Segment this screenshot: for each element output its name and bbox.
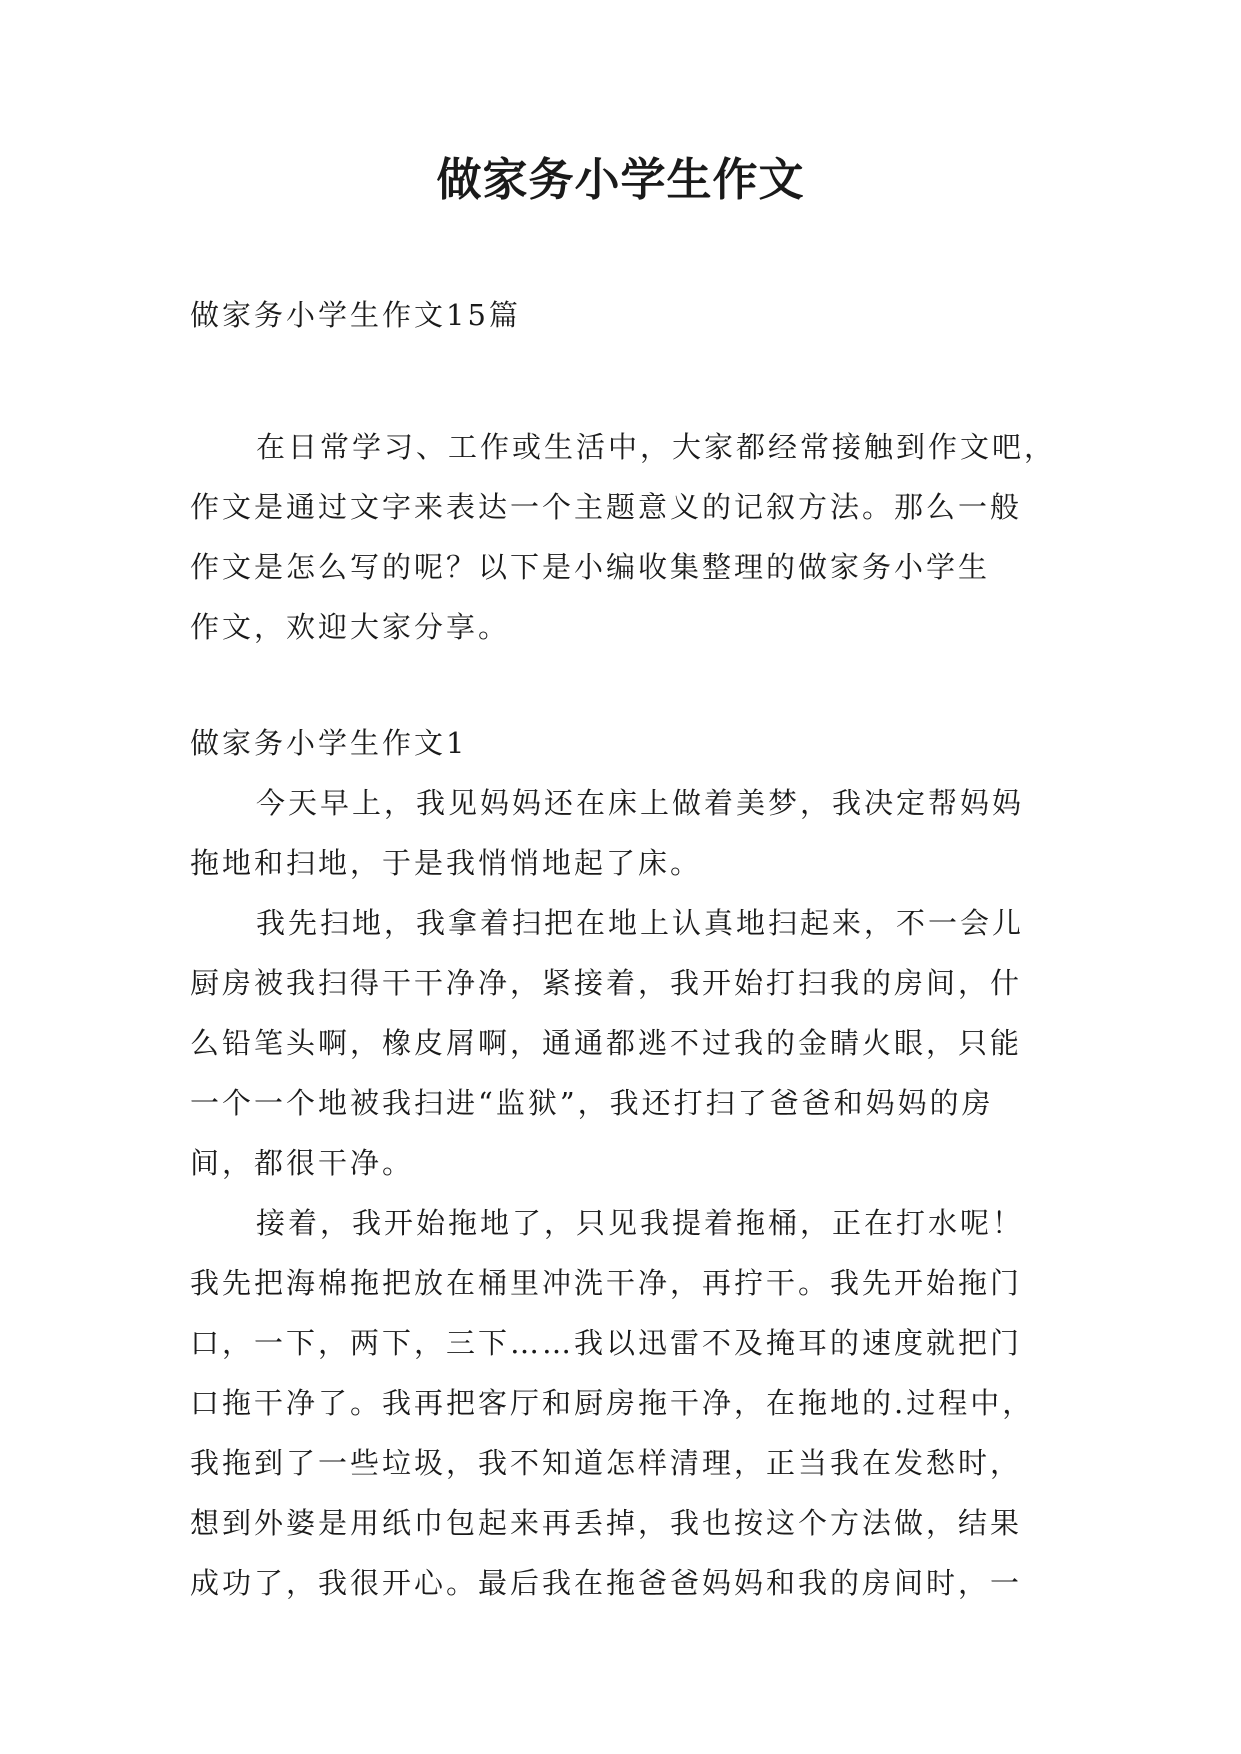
paragraph-line: 今天早上，我见妈妈还在床上做着美梦，我决定帮妈妈 [256,786,1025,820]
spacer [190,345,1055,417]
body-paragraph [190,773,1055,893]
intro-line: 作文是通过文字来表达一个主题意义的记叙方法。那么一般 [190,490,1023,524]
paragraph-line: 想到外婆是用纸巾包起来再丢掉，我也按这个方法做，结果 [190,1506,1023,1540]
document-title: 做家务小学生作文 [436,153,805,206]
spacer [190,657,1055,713]
paragraph-line: 我先扫地，我拿着扫把在地上认真地扫起来，不一会儿 [256,906,1025,940]
intro-line: 在日常学习、工作或生活中，大家都经常接触到作文吧， [256,430,1057,464]
paragraph-line: 厨房被我扫得干干净净，紧接着，我开始打扫我的房间，什 [190,966,1023,1000]
paragraph-line: 我先把海棉拖把放在桶里冲洗干净，再拧干。我先开始拖门 [190,1266,1023,1300]
document-subtitle: 做家务小学生作文15篇 [190,298,521,332]
intro-paragraph [190,417,1055,657]
paragraph-line: 么铅笔头啊，橡皮屑啊，通通都逃不过我的金睛火眼，只能 [190,1026,1023,1060]
intro-line: 作文，欢迎大家分享。 [190,610,511,644]
body-paragraph [190,893,1055,1193]
paragraph-line: 接着，我开始拖地了，只见我提着拖桶，正在打水呢！ [256,1206,1025,1240]
paragraph-line: 拖地和扫地，于是我悄悄地起了床。 [190,846,703,880]
paragraph-line: 一个一个地被我扫进“监狱”，我还打扫了爸爸和妈妈的房 [190,1086,994,1120]
paragraph-line: 口拖干净了。我再把客厅和厨房拖干净，在拖地的.过程中， [190,1386,1035,1420]
paragraph-line: 成功了，我很开心。最后我在拖爸爸妈妈和我的房间时，一 [190,1566,1023,1600]
paragraph-line: 口，一下，两下，三下……我以迅雷不及掩耳的速度就把门 [190,1326,1023,1360]
document-body [190,285,1055,1613]
paragraph-line: 我拖到了一些垃圾，我不知道怎样清理，正当我在发愁时， [190,1446,1023,1480]
intro-line: 作文是怎么写的呢？以下是小编收集整理的做家务小学生 [190,550,991,584]
paragraph-line: 间，都很干净。 [190,1146,415,1180]
section-heading: 做家务小学生作文1 [190,726,468,760]
body-paragraph [190,1193,1055,1613]
